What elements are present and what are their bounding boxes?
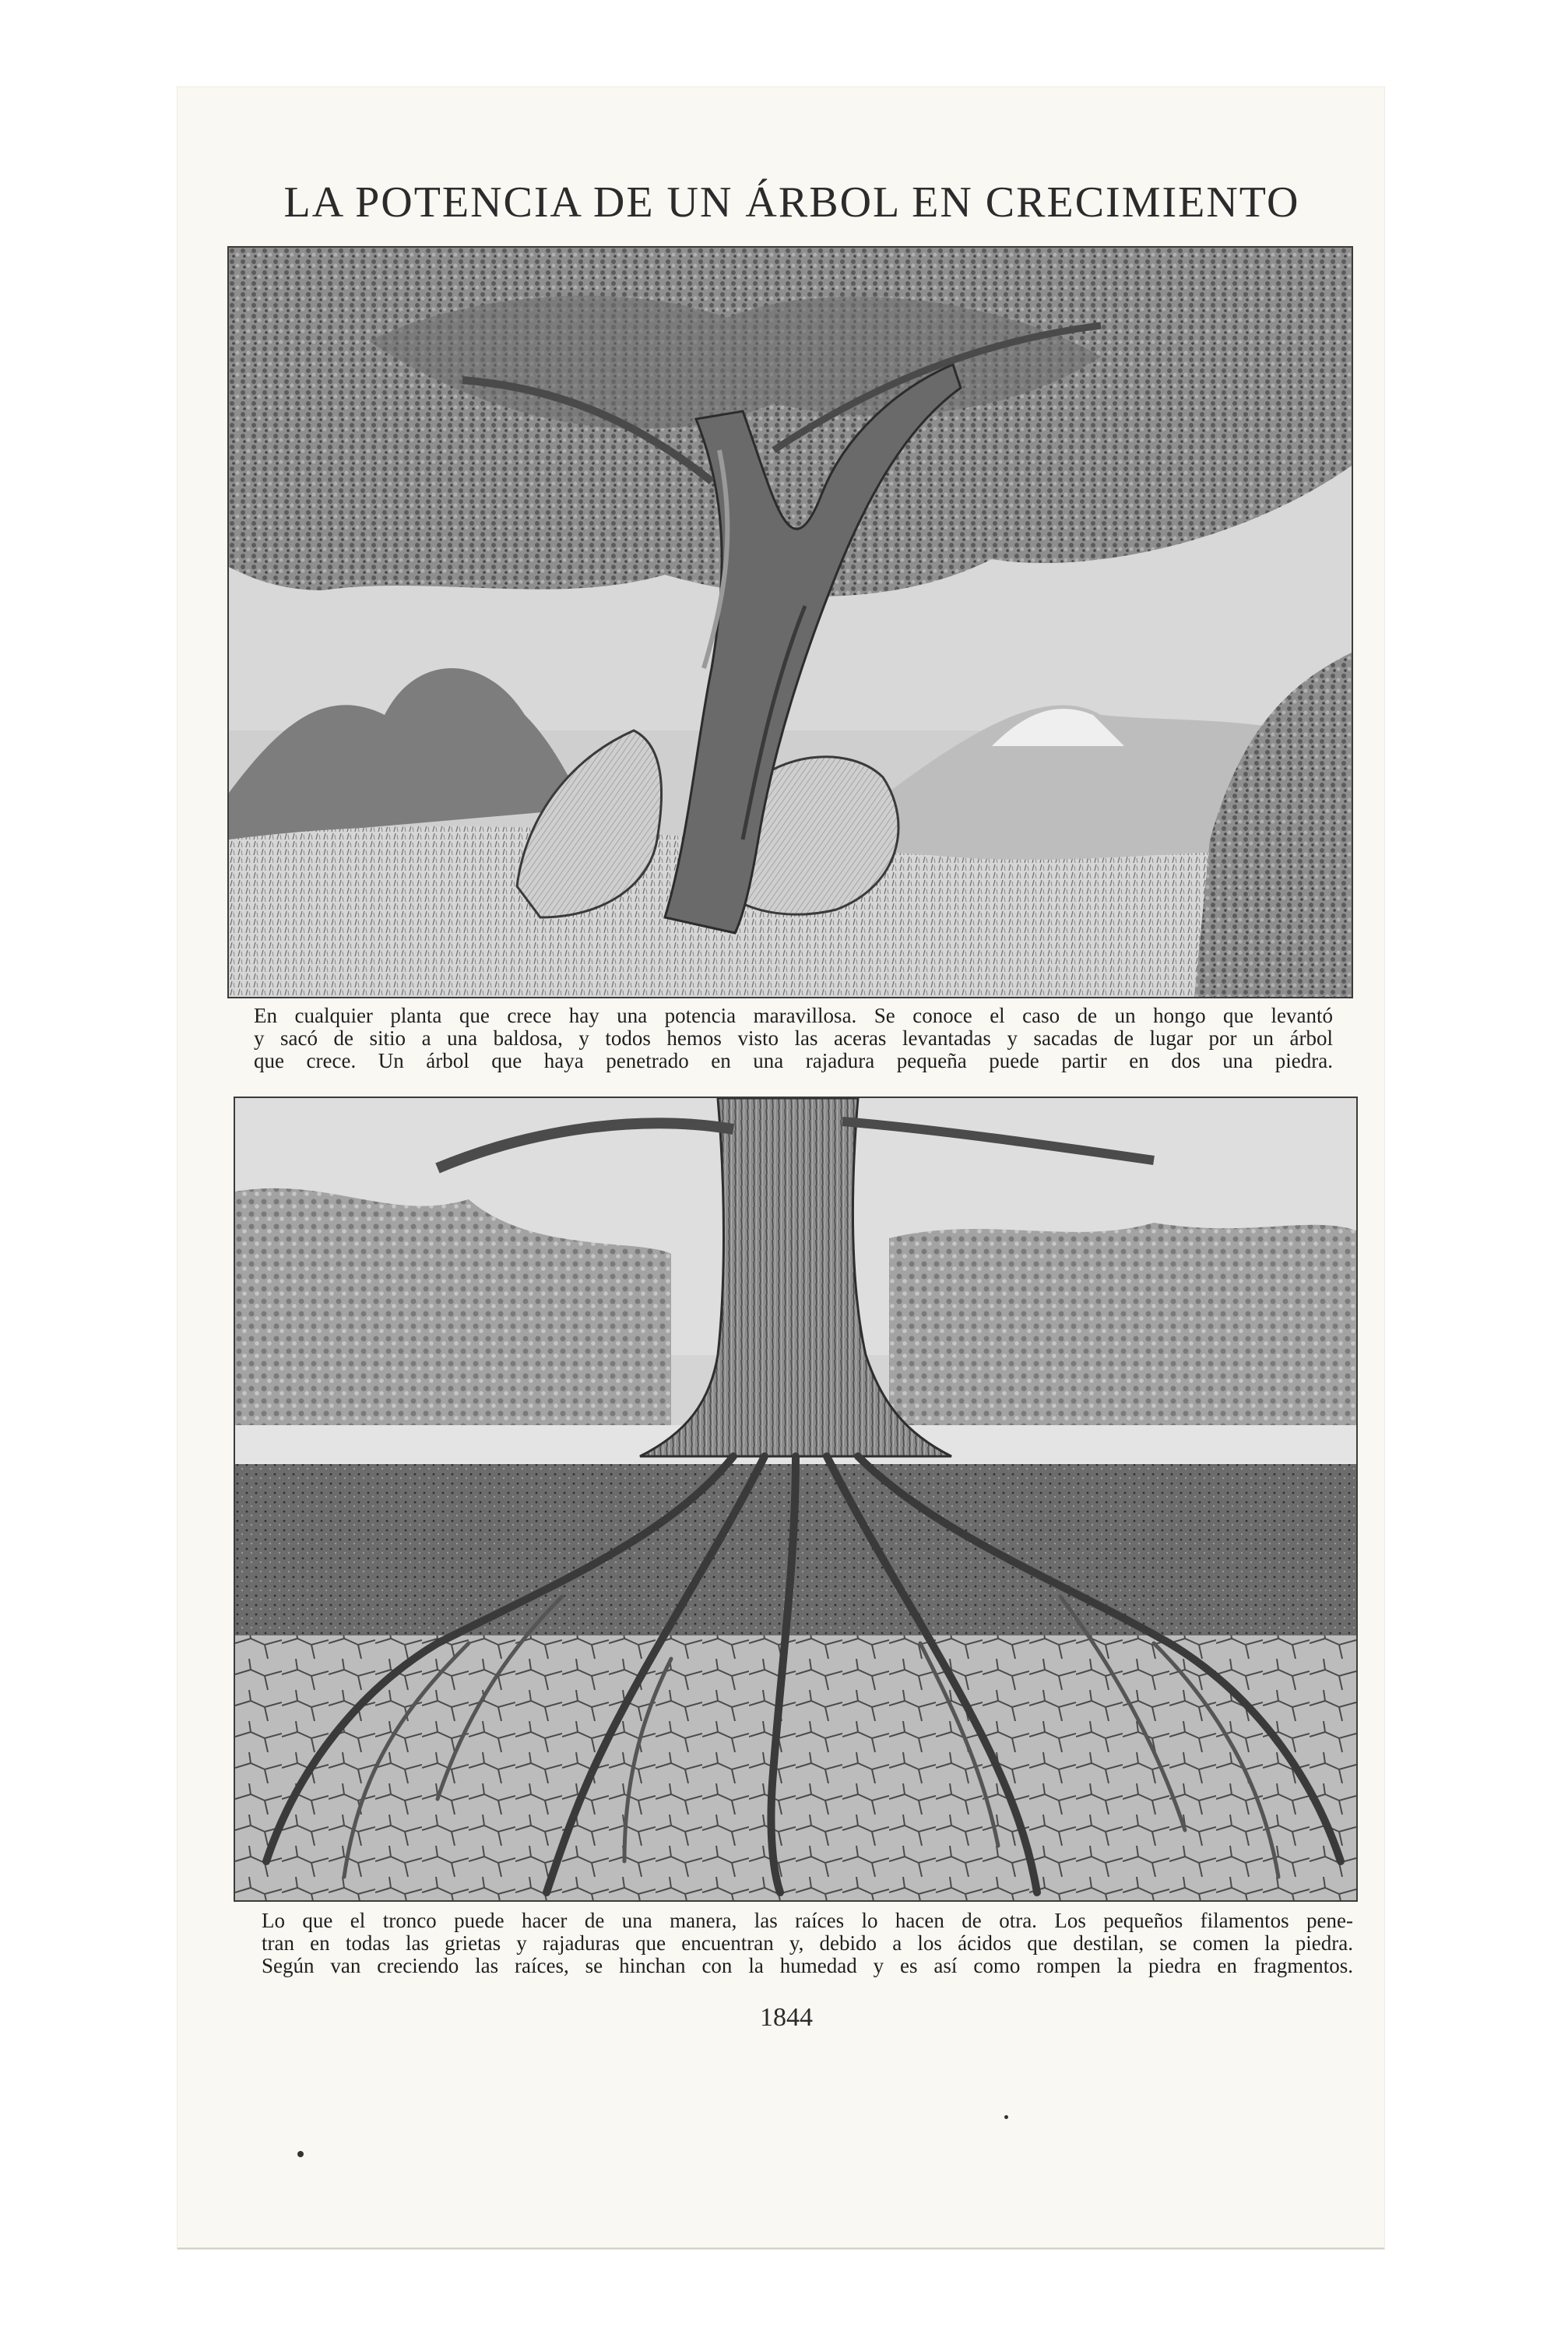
page-title: LA POTENCIA DE UN ÁRBOL EN CRECIMIENTO [283,178,1300,227]
bottom-illustration-caption [262,1910,1353,1977]
caption-line: En cualquier planta que crece hay una potencia maravillosa. Se conoce el caso de un hongo que levantó [254,1004,1333,1027]
tree-rock-engraving [229,248,1352,997]
caption-line: que crece. Un árbol que haya penetrado en una rajadura pequeña puede partir en dos una piedra. [254,1049,1333,1072]
top-illustration-caption [254,1005,1333,1072]
caption-line: Lo que el tronco puede hacer de una manera, las raíces lo hacen de otra. Los pequeños filamentos pene- [262,1909,1353,1932]
tree-roots-engraving [235,1098,1356,1900]
tree-roots-illustration [234,1097,1358,1902]
ink-speck [297,2151,304,2157]
caption-line: y sacó de sitio a una baldosa, y todos hemos visto las aceras levantadas y sacadas de lugar por un árbol [254,1026,1333,1050]
ink-speck [1004,2115,1008,2119]
tree-splitting-rock-illustration [227,246,1353,998]
caption-line: Según van creciendo las raíces, se hinchan con la humedad y es así como rompen la piedra en fragmentos. [262,1954,1353,1977]
page-edge-line [178,2248,1384,2249]
caption-line: tran en todas las grietas y rajaduras que encuentran y, debido a los ácidos que destilan, se comen la piedra. [262,1931,1353,1955]
page-number: 1844 [760,2003,813,2032]
